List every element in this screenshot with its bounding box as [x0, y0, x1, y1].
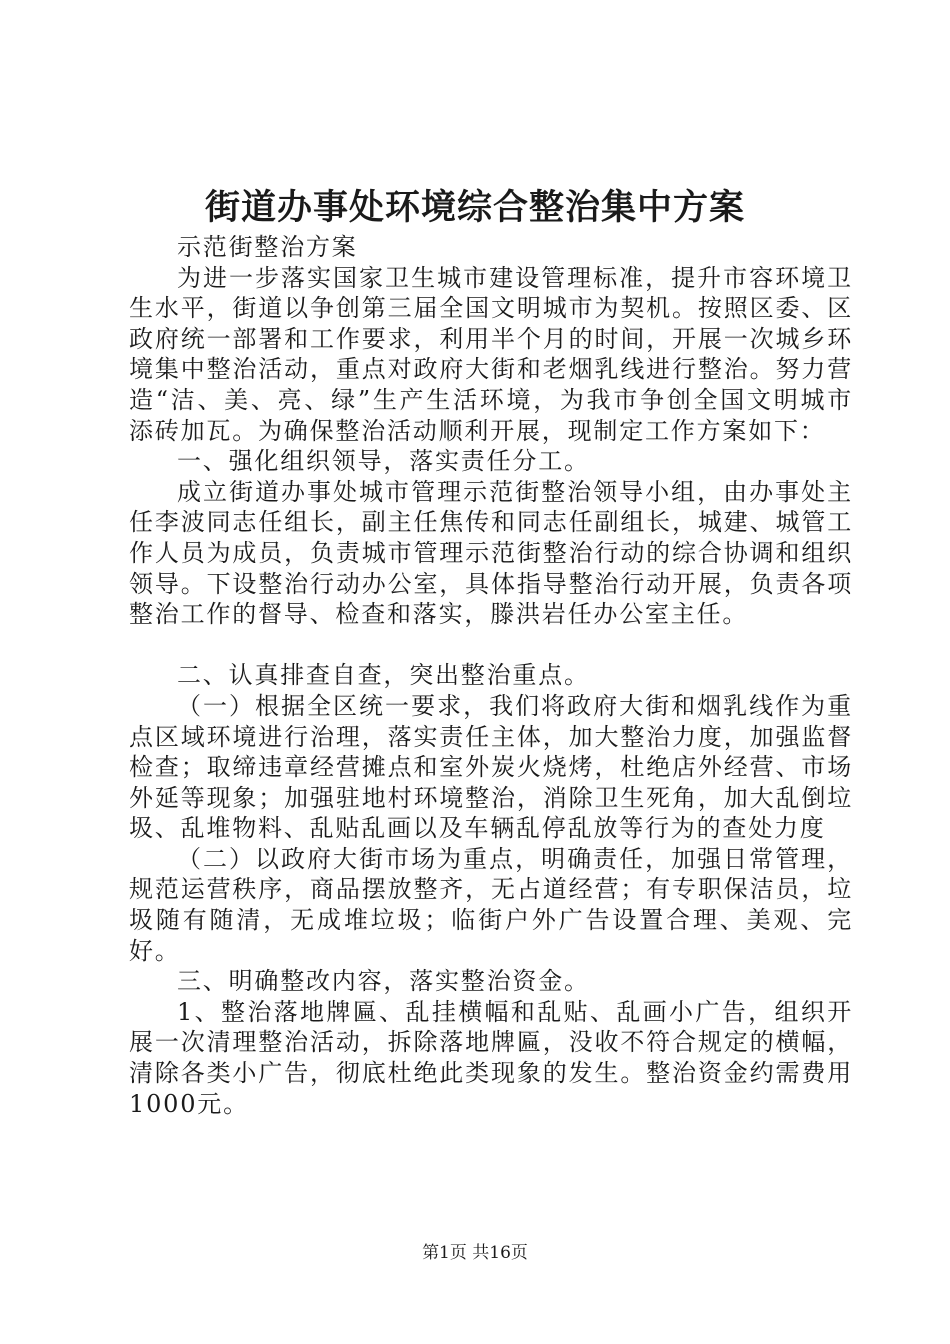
paragraph-item-2: （二）以政府大街市场为重点，明确责任，加强日常管理，规范运营秩序，商品摆放整齐，无占道经营；有专职保洁员，垃圾随有随清，无成堆垃圾；临街户外广告设置合理、美观、完好。: [129, 844, 853, 965]
document-title: 街道办事处环境综合整治集中方案: [204, 187, 745, 228]
section-heading-2: 二、认真排查自查，突出整治重点。: [177, 661, 590, 690]
paragraph-subtitle: 示范街整治方案: [177, 233, 358, 261]
paragraph-intro: 为进一步落实国家卫生城市建设管理标准，提升市容环境卫生水平，街道以争创第三届全国文明城市为契机。按照区委、区政府统一部署和工作要求，利用半个月的时间，开展一次城乡环境集中整治活动，重点对政府大街和老烟乳线进行整治。努力营造“洁、美、亮、绿”生产生活环境，为我市争创全国文明城市添砖加瓦。为确保整治活动顺利开展，现制定工作方案如下：: [129, 263, 853, 445]
paragraph-section-1: 成立街道办事处城市管理示范街整治领导小组，由办事处主任李波同志任组长，副主任焦传和同志任副组长，城建、城管工作人员为成员，负责城市管理示范街整治行动的综合协调和组织领导。下设整治行动办公室，具体指导整治行动开展，负责各项整治工作的督导、检查和落实，滕洪岩任办公室主任。: [129, 477, 853, 629]
document-body: [129, 232, 853, 1119]
section-heading-3: 三、明确整改内容，落实整治资金。: [177, 967, 590, 996]
paragraph-section-3-item-1: 1、整治落地牌匾、乱挂横幅和乱贴、乱画小广告，组织开展一次清理整治活动，拆除落地牌匾，没收不符合规定的横幅，清除各类小广告，彻底杜绝此类现象的发生。整治资金约需费用1000元。: [129, 997, 853, 1118]
section-heading-1: 一、强化组织领导，落实责任分工。: [177, 447, 590, 476]
page-footer: 第1页 共16页: [422, 1243, 528, 1263]
paragraph-item-1: （一）根据全区统一要求，我们将政府大街和烟乳线作为重点区域环境进行治理，落实责任主体，加大整治力度，加强监督检查；取缔违章经营摊点和室外炭火烧烤，杜绝店外经营、市场外延等现象；加强驻地村环境整治，消除卫生死角，加大乱倒垃圾、乱堆物料、乱贴乱画以及车辆乱停乱放等行为的查处力度: [129, 691, 853, 843]
